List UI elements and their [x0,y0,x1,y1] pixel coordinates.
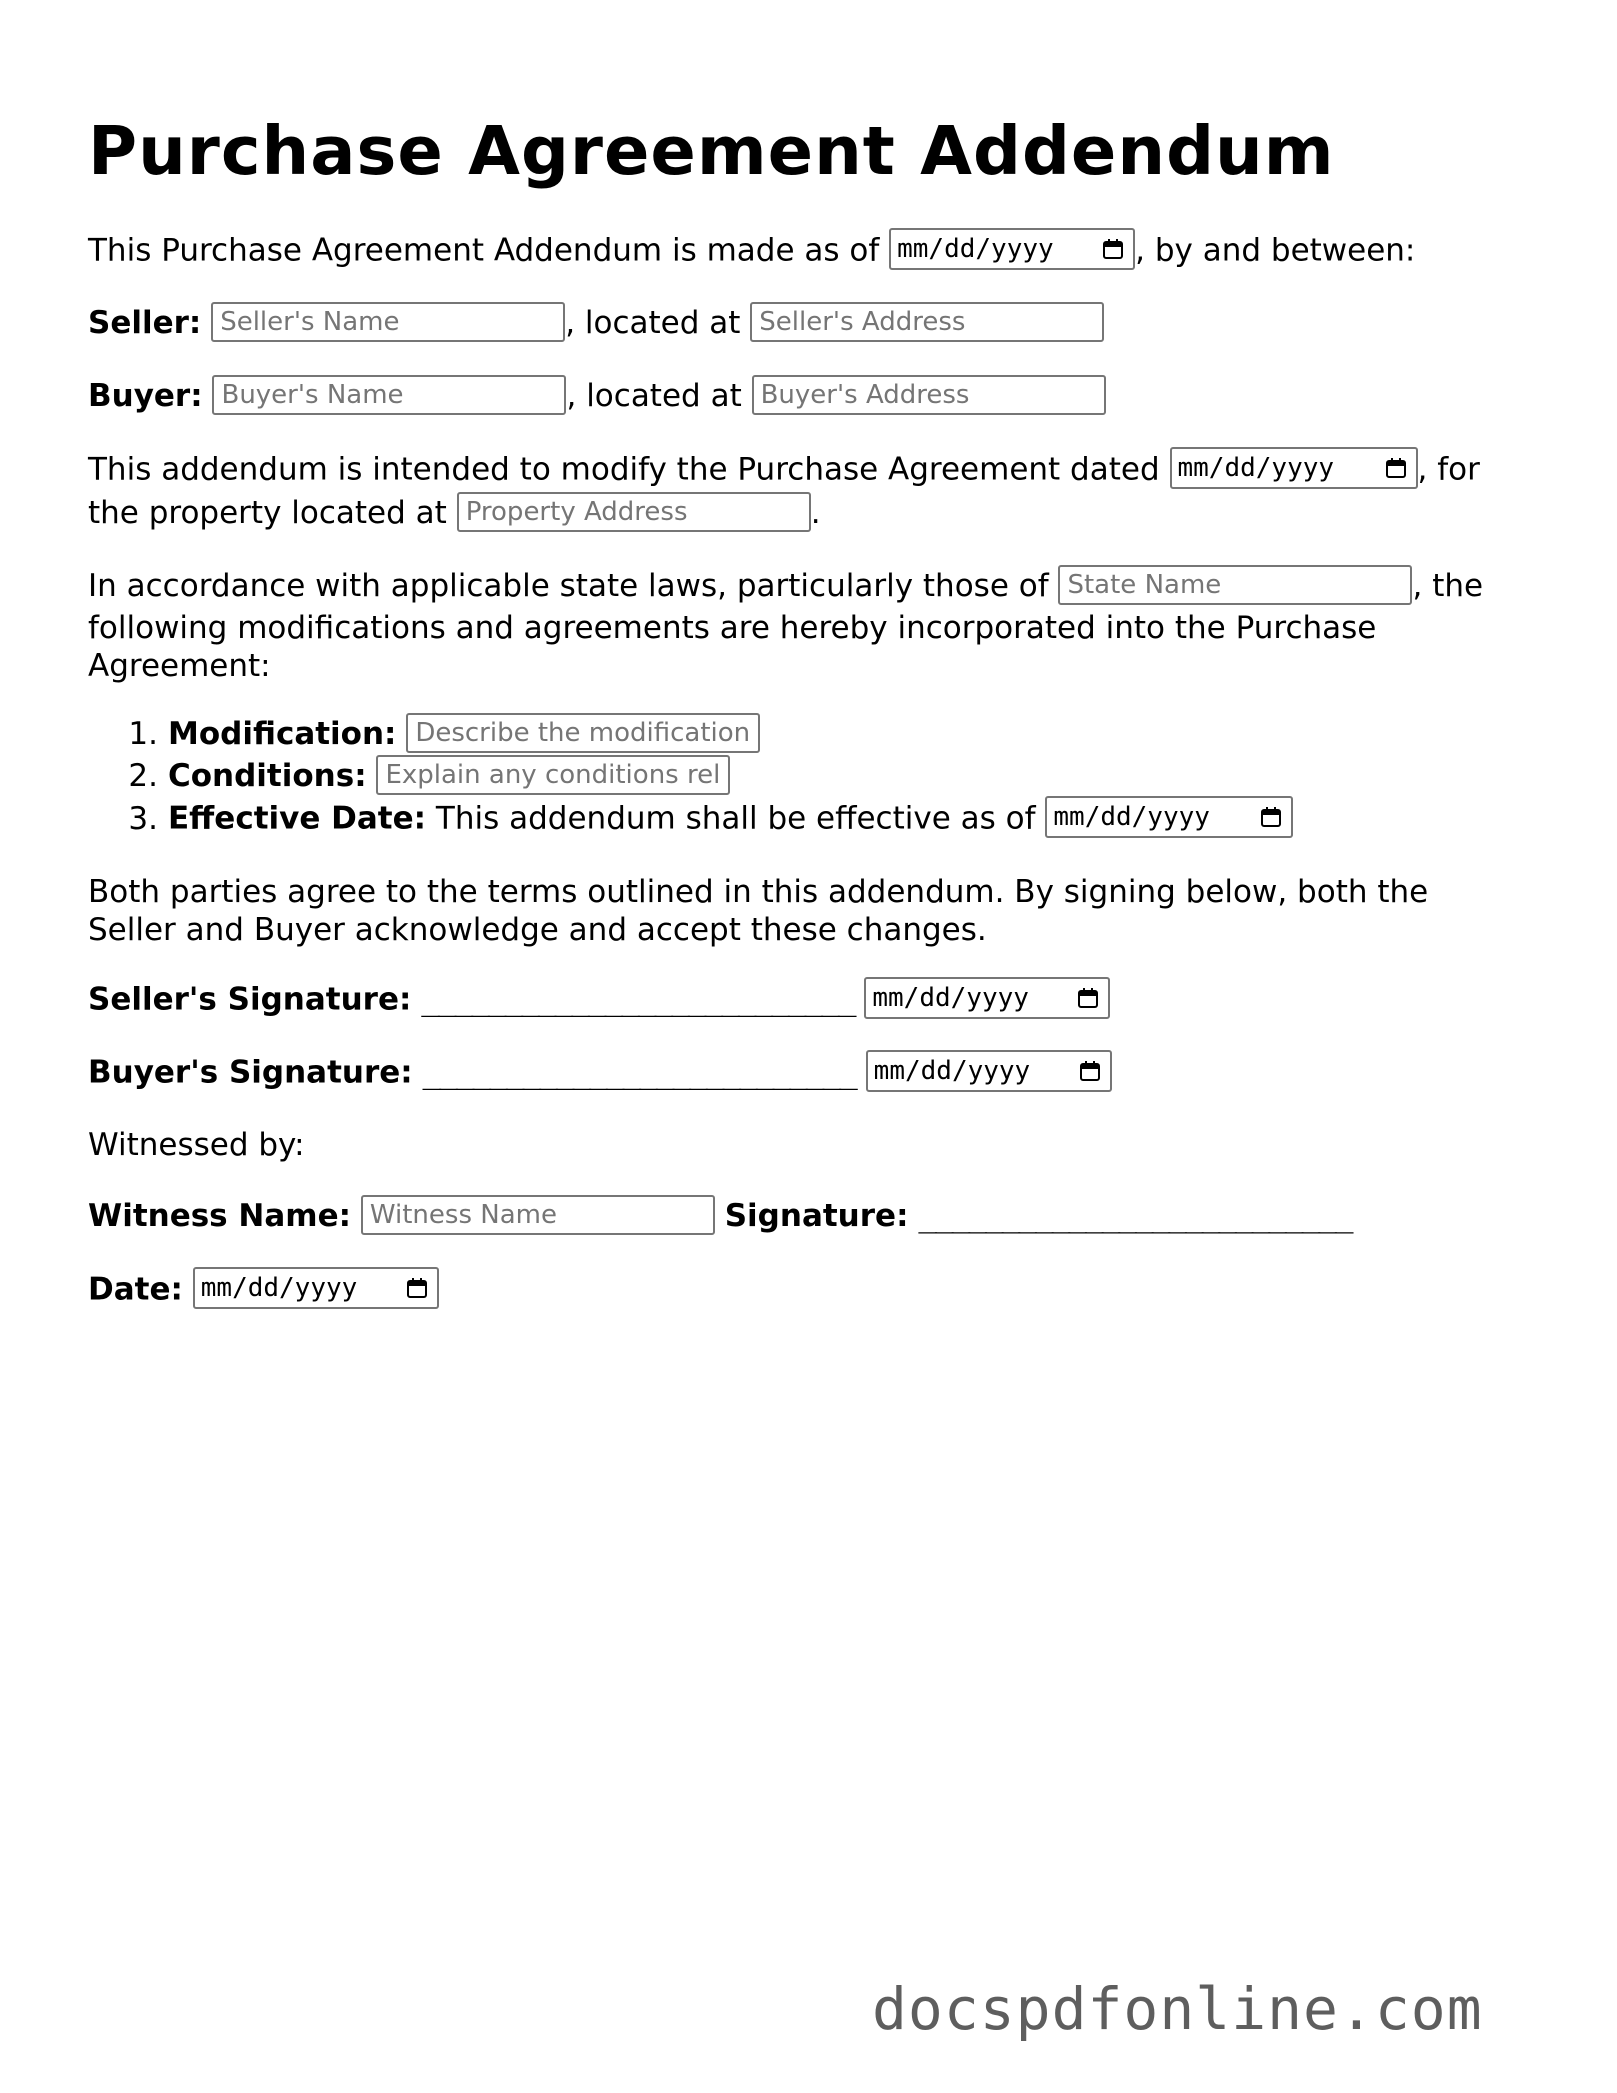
witness-date-row [88,1270,439,1312]
modify-text-for: , for [1417,451,1480,488]
buyer-signature-line: __________________________ [422,1054,856,1091]
state-name-input[interactable] [1058,565,1412,605]
buyer-row [88,377,1106,418]
witness-name-input[interactable] [361,1195,715,1235]
calendar-icon [1076,986,1100,1010]
date-placeholder: mm/dd/yyyy [897,234,1054,264]
list-item [88,799,1293,841]
effective-date-label: Effective Date: [168,800,427,837]
calendar-icon [1259,805,1283,829]
seller-signature-date-input[interactable] [864,977,1110,1019]
effective-date-text: This addendum shall be effective as of [435,800,1036,837]
seller-label: Seller: [88,305,202,341]
list-item [88,715,760,756]
agree-line1: Both parties agree to the terms outlined in this addendum. By signing below, both the [88,874,1429,910]
calendar-icon [1101,237,1125,261]
calendar-icon [1384,456,1408,480]
buyer-located-text: , located at [566,378,742,414]
watermark: docspdfonline.com [872,1975,1483,2043]
witness-signature-line: __________________________ [918,1198,1352,1234]
page-title: Purchase Agreement Addendum [88,112,1335,190]
purchase-agreement-date-input[interactable] [1170,447,1418,489]
property-located-text: the property located at [88,495,447,531]
accordance-line3: Agreement: [88,648,271,684]
seller-name-input[interactable] [211,302,565,342]
conditions-input[interactable] [376,755,730,795]
agree-line2: Seller and Buyer acknowledge and accept these changes. [88,912,987,948]
accordance-text: In accordance with applicable state laws, particularly those of [88,568,1049,604]
intro-paragraph [88,231,1415,273]
accordance-line2: following modifications and agreements are hereby incorporated into the Purchase [88,610,1377,646]
date-placeholder: mm/dd/yyyy [873,1056,1031,1086]
modification-label: Modification: [168,716,397,752]
date-placeholder: mm/dd/yyyy [1177,453,1335,483]
accordance-line1 [88,567,1483,608]
property-address-input[interactable] [457,492,811,532]
date-placeholder: mm/dd/yyyy [200,1273,358,1303]
intro-text: This Purchase Agreement Addendum is made as of [88,232,880,269]
agreement-date-input[interactable] [889,228,1135,270]
seller-located-text: , located at [565,305,741,341]
buyer-name-input[interactable] [212,375,566,415]
witnessed-by-text: Witnessed by: [88,1127,305,1163]
modification-input[interactable] [406,713,760,753]
witness-name-label: Witness Name: [88,1198,352,1234]
seller-signature-row [88,980,1110,1022]
modify-period: . [810,495,821,531]
list-number: 3. [128,800,158,837]
seller-row [88,304,1104,345]
witness-date-input[interactable] [193,1267,439,1309]
accordance-text-the: , the [1412,568,1484,604]
date-placeholder: mm/dd/yyyy [872,983,1029,1013]
calendar-icon [405,1276,429,1300]
buyer-signature-label: Buyer's Signature: [88,1054,413,1091]
intro-text-end: , by and between: [1135,232,1416,269]
witness-date-label: Date: [88,1271,183,1308]
modify-text: This addendum is intended to modify the Purchase Agreement dated [88,451,1160,488]
buyer-signature-date-input[interactable] [866,1050,1112,1092]
effective-date-input[interactable] [1045,796,1293,838]
calendar-icon [1078,1059,1102,1083]
list-number: 2. [128,758,158,794]
conditions-label: Conditions: [168,758,367,794]
buyer-address-input[interactable] [752,375,1106,415]
modify-paragraph-line1 [88,450,1480,492]
seller-signature-line: __________________________ [421,981,855,1018]
list-item [88,757,730,798]
list-number: 1. [128,716,158,752]
seller-signature-label: Seller's Signature: [88,981,412,1018]
buyer-signature-row [88,1053,1112,1095]
modify-paragraph-line2 [88,494,821,535]
date-placeholder: mm/dd/yyyy [1053,802,1210,832]
witness-signature-label: Signature: [724,1198,909,1234]
buyer-label: Buyer: [88,378,203,414]
witness-row [88,1197,1352,1238]
seller-address-input[interactable] [750,302,1104,342]
